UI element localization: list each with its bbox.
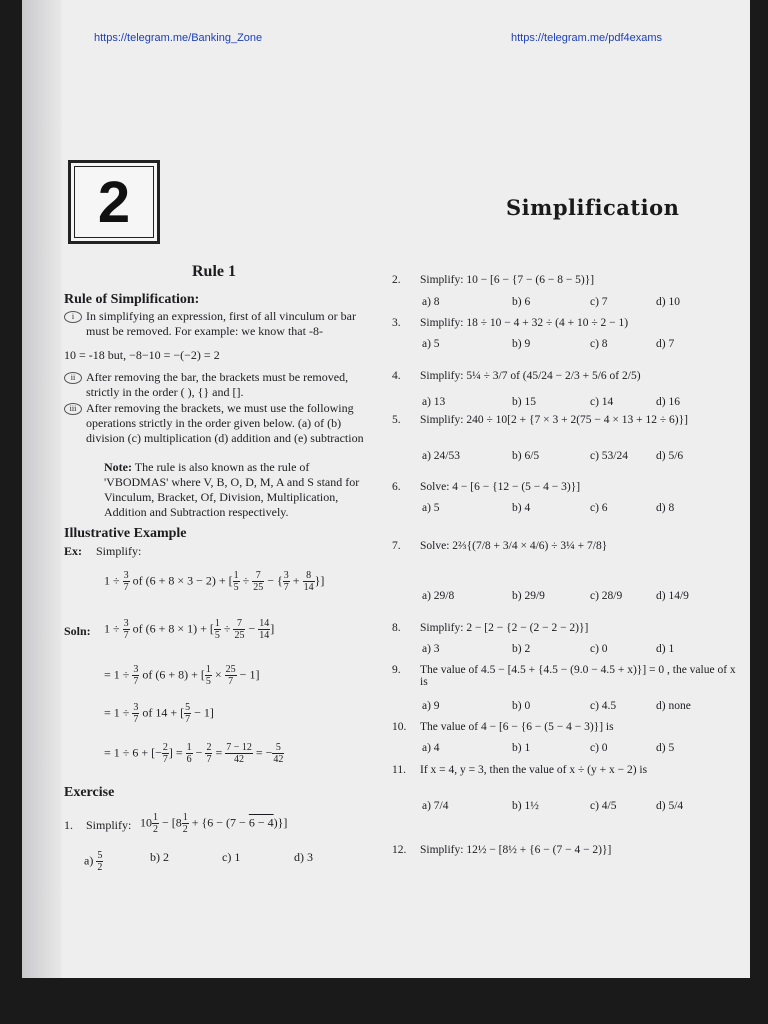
option[interactable]: a) 13 [422,396,446,408]
question-text: Simplify: 2 − [2 − {2 − (2 − 2 − 2)}] [420,622,589,634]
note-text: The rule is also known as the rule of 'VBODMAS' where V, B, O, D, M, A and S stand for Vinculum, Bracket, Of, Division, Multiplication, Addition and Subtraction respectively. [104,460,360,519]
note-label: Note: [104,460,132,474]
option[interactable]: b) 15 [512,396,536,408]
question-number: 9. [392,664,401,676]
example-expression: 1 ÷ $\frac{3}{7}$ of (6 + 8 × 3 − 2) + [ $\frac{1}{5}$ ÷ $\frac{7}{25}$ − { $\frac{3}{7}$ + $\frac{8}{14}$ }] [104,570,325,593]
option[interactable]: d) 5/4 [656,800,684,812]
exercise-q1-option[interactable]: c) 1 [222,850,241,864]
exercise-q1-expression: 10 $\frac{1}{2}$ − [8 $\frac{1}{2}$ + {6 − (7 − 6 − 4)}] [140,812,288,835]
option[interactable]: c) 0 [590,643,608,655]
option[interactable]: a) 5 [422,338,440,350]
exercise-q1-option[interactable]: b) 2 [150,850,169,864]
question-text: Simplify: 10 − [6 − {7 − (6 − 8 − 5)}] [420,274,595,286]
option[interactable]: b) 4 [512,502,531,514]
rule-item [64,401,364,445]
solution-step-1: 1 ÷ $\frac{3}{7}$ of (6 + 8 × 1) + [ $\frac{1}{5}$ ÷ $\frac{7}{25}$ − $\frac{14}{14}$ ] [104,618,275,641]
exercise-q1-option[interactable]: d) 3 [294,850,313,864]
option[interactable]: d) 5 [656,742,675,754]
rule-item [64,370,364,399]
option[interactable]: a) 5 [422,502,440,514]
example-text: Simplify: [96,544,142,558]
option[interactable]: d) 10 [656,296,680,308]
question-number: 11. [392,764,406,776]
option[interactable]: c) 4/5 [590,800,617,812]
question-text: If x = 4, y = 3, then the value of x ÷ (y + x − 2) is [420,764,648,776]
solution-label: Soln: [64,624,91,638]
option[interactable]: c) 7 [590,296,608,308]
illustrative-example-title: Illustrative Example [64,526,187,541]
option[interactable]: c) 28/9 [590,590,623,602]
option[interactable]: c) 4.5 [590,700,617,712]
question-text: Simplify: 18 ÷ 10 − 4 + 32 ÷ (4 + 10 ÷ 2 − 1) [420,317,629,329]
option[interactable]: b) 1½ [512,800,539,812]
question-number: 12. [392,844,407,856]
question-number: 10. [392,721,407,733]
exercise-title: Exercise [64,785,115,800]
option[interactable]: c) 6 [590,502,608,514]
exercise-q1-number: 1. [64,818,73,832]
question-text: The value of 4.5 − [4.5 + {4.5 − (9.0 − 4.5 + x)}] = 0 , the value of x is [420,664,736,688]
option[interactable]: d) 14/9 [656,590,689,602]
option[interactable]: a) 29/8 [422,590,455,602]
question-number: 3. [392,317,401,329]
example-label: Ex: [64,544,82,558]
question-number: 8. [392,622,401,634]
chapter-title: Simplification [506,195,680,220]
question-text: The value of 4 − [6 − {6 − (5 − 4 − 3)}] is [420,721,614,733]
option[interactable]: b) 0 [512,700,531,712]
option[interactable]: a) 7/4 [422,800,449,812]
option[interactable]: c) 14 [590,396,614,408]
option[interactable]: a) 24/53 [422,450,461,462]
exercise-q1-option[interactable]: a) $\frac{5}{2}$ [84,850,103,873]
rule-item-text: After removing the bar, the brackets must be removed, strictly in the order ( ), {} and []. [86,370,349,399]
rule-item-text: In simplifying an expression, first of all vinculum or bar must be removed. For example: we know that -8- [86,309,356,338]
option[interactable]: a) 4 [422,742,440,754]
option[interactable]: c) 53/24 [590,450,629,462]
question-number: 2. [392,274,401,286]
question-text: Solve: 4 − [6 − {12 − (5 − 4 − 3)}] [420,481,581,493]
chapter-number: 2 [74,166,154,238]
question-text: Simplify: 5¼ ÷ 3/7 of (45/24 − 2/3 + 5/6 of 2/5) [420,370,641,382]
rule-title: Rule 1 [192,263,236,280]
option[interactable]: b) 6 [512,296,531,308]
solution-step-2: = 1 ÷ $\frac{3}{7}$ of (6 + 8) + [ $\frac{1}{5}$ × $\frac{25}{7}$ − 1] [104,664,260,687]
rule-item-marker: iii [64,403,82,415]
option[interactable]: d) 1 [656,643,675,655]
telegram-link-right[interactable]: https://telegram.me/pdf4exams [511,32,663,44]
rule-subtitle: Rule of Simplification: [64,292,200,307]
option[interactable]: d) none [656,700,691,712]
exercise-q1-text: Simplify: [86,818,132,832]
option[interactable]: b) 2 [512,643,531,655]
question-number: 7. [392,540,401,552]
telegram-link-left[interactable]: https://telegram.me/Banking_Zone [94,32,263,44]
rule-example-line: 10 = -18 but, −8−10 = −(−2) = 2 [64,348,220,362]
option[interactable]: c) 8 [590,338,608,350]
question-number: 5. [392,414,401,426]
option[interactable]: a) 9 [422,700,440,712]
rule-item [64,309,364,338]
option[interactable]: c) 0 [590,742,608,754]
option[interactable]: d) 16 [656,396,680,408]
option[interactable]: d) 7 [656,338,675,350]
solution-step-4: = 1 ÷ 6 + [− $\frac{2}{7}$ ] = $\frac{1}{6}$ − $\frac{2}{7}$ = $\frac{7 - 12}{42}$ = − $\frac{5}{42}$ [104,742,284,765]
option[interactable]: d) 5/6 [656,450,684,462]
rule-note [104,460,374,520]
option[interactable]: d) 8 [656,502,675,514]
rule-item-text: After removing the brackets, we must use the following operations strictly in the order given below. (a) of (b) division (c) multiplication (d) addition and (e) subtraction [86,401,364,445]
option-label: a) [84,853,94,868]
option[interactable]: b) 1 [512,742,531,754]
question-text: Solve: 2⅔{(7/8 + 3/4 × 4/6) ÷ 3¼ + 7/8} [420,540,608,552]
solution-step-3: = 1 ÷ $\frac{3}{7}$ of 14 + [ $\frac{5}{7}$ − 1] [104,702,214,725]
question-text: Simplify: 240 ÷ 10[2 + {7 × 3 + 2(75 − 4 × 13 + 12 ÷ 6)}] [420,414,688,426]
option[interactable]: b) 6/5 [512,450,540,462]
rule-item-marker: i [64,311,82,323]
option[interactable]: a) 8 [422,296,440,308]
question-number: 6. [392,481,401,493]
rule-item-marker: ii [64,372,82,384]
page-gutter-shadow [22,0,62,978]
option[interactable]: b) 29/9 [512,590,545,602]
question-text: Simplify: 12½ − [8½ + {6 − (7 − 4 − 2)}] [420,844,612,856]
question-number: 4. [392,370,401,382]
chapter-number-box [68,160,160,244]
book-page [22,0,750,978]
option[interactable]: a) 3 [422,643,440,655]
option[interactable]: b) 9 [512,338,531,350]
